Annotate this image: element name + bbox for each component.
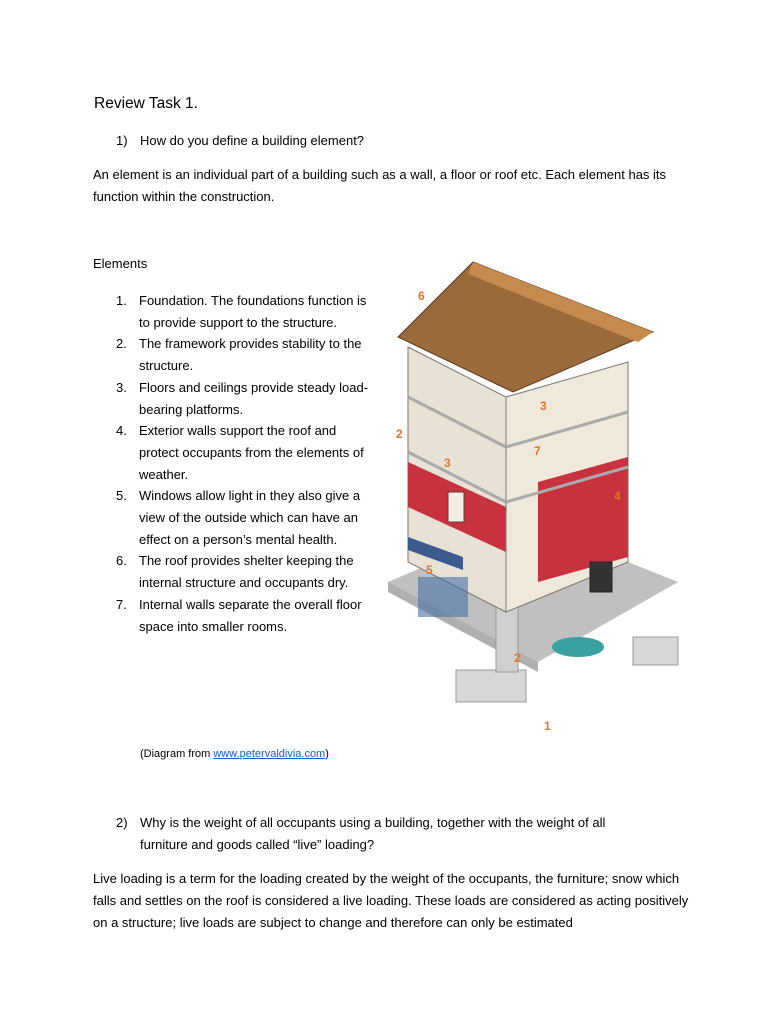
list-item-text: Windows allow light in they also give a view of the outside which can have an effect on a person’s mental health. bbox=[139, 488, 361, 547]
credit-link[interactable]: www.petervaldivia.com bbox=[213, 748, 326, 760]
list-item-number: 3. bbox=[116, 379, 127, 395]
answer-2: Live loading is a term for the loading created by the weight of the occupants, the furniture; snow which falls and settles on the roof is considered a live loading. These loads are considered as acting positively on a structure; live loads are subject to change and therefore can only be estimated bbox=[93, 871, 689, 930]
question-2 bbox=[116, 812, 656, 856]
diagram-label: 4 bbox=[614, 489, 621, 503]
list-item-text: Foundation. The foundations function is to provide support to the structure. bbox=[139, 293, 367, 330]
credit-prefix: (Diagram from bbox=[140, 748, 214, 760]
list-item bbox=[116, 550, 371, 593]
question-2-number: 2) bbox=[116, 815, 128, 830]
list-item-number: 6. bbox=[116, 553, 127, 569]
diagram-label: 2 bbox=[396, 427, 403, 441]
diagram-label: 6 bbox=[418, 289, 425, 303]
list-item bbox=[116, 333, 371, 376]
answer-1: An element is an individual part of a building such as a wall, a floor or roof etc. Each element has its function within the construction. bbox=[93, 167, 667, 204]
building-illustration bbox=[378, 252, 682, 734]
page-title: Review Task 1. bbox=[94, 95, 198, 112]
diagram-credit bbox=[140, 748, 329, 760]
list-item-number: 4. bbox=[116, 423, 127, 439]
elements-list bbox=[116, 290, 371, 637]
list-item-number: 1. bbox=[116, 293, 127, 308]
list-item-text: Floors and ceilings provide steady load-bearing platforms. bbox=[139, 379, 369, 417]
list-item-number: 7. bbox=[116, 596, 127, 612]
building-elements-diagram bbox=[378, 252, 682, 734]
foundation-footing-left bbox=[456, 670, 526, 702]
diagram-label: 3 bbox=[444, 456, 451, 470]
car bbox=[552, 637, 604, 657]
diagram-label: 7 bbox=[534, 444, 541, 458]
elements-heading: Elements bbox=[93, 256, 148, 271]
list-item-text: The framework provides stability to the structure. bbox=[139, 336, 362, 374]
list-item bbox=[116, 420, 371, 485]
list-item-number: 5. bbox=[116, 488, 127, 504]
list-item-text: Internal walls separate the overall floor space into smaller rooms. bbox=[139, 596, 362, 634]
question-1-number: 1) bbox=[116, 133, 128, 148]
list-item bbox=[116, 377, 371, 420]
window bbox=[448, 492, 464, 522]
list-item-number: 2. bbox=[116, 336, 127, 352]
list-item-text: Exterior walls support the roof and protect occupants from the elements of weather. bbox=[139, 423, 364, 482]
diagram-label: 5 bbox=[426, 563, 433, 577]
list-item bbox=[116, 594, 371, 637]
foundation-footing-right bbox=[633, 637, 678, 665]
credit-suffix: ) bbox=[325, 748, 329, 760]
diagram-label: 3 bbox=[540, 399, 547, 413]
list-item-text: The roof provides shelter keeping the internal structure and occupants dry. bbox=[139, 553, 354, 591]
question-1-text: How do you define a building element? bbox=[140, 133, 365, 148]
list-item bbox=[116, 290, 371, 333]
list-item bbox=[116, 485, 371, 550]
shop-window bbox=[418, 577, 468, 617]
window bbox=[590, 562, 612, 592]
question-1 bbox=[116, 130, 676, 152]
question-2-text: Why is the weight of all occupants using a building, together with the weight of all furniture and goods called “live” loading? bbox=[140, 815, 606, 852]
diagram-label: 2 bbox=[514, 651, 521, 665]
diagram-label: 1 bbox=[544, 719, 551, 733]
